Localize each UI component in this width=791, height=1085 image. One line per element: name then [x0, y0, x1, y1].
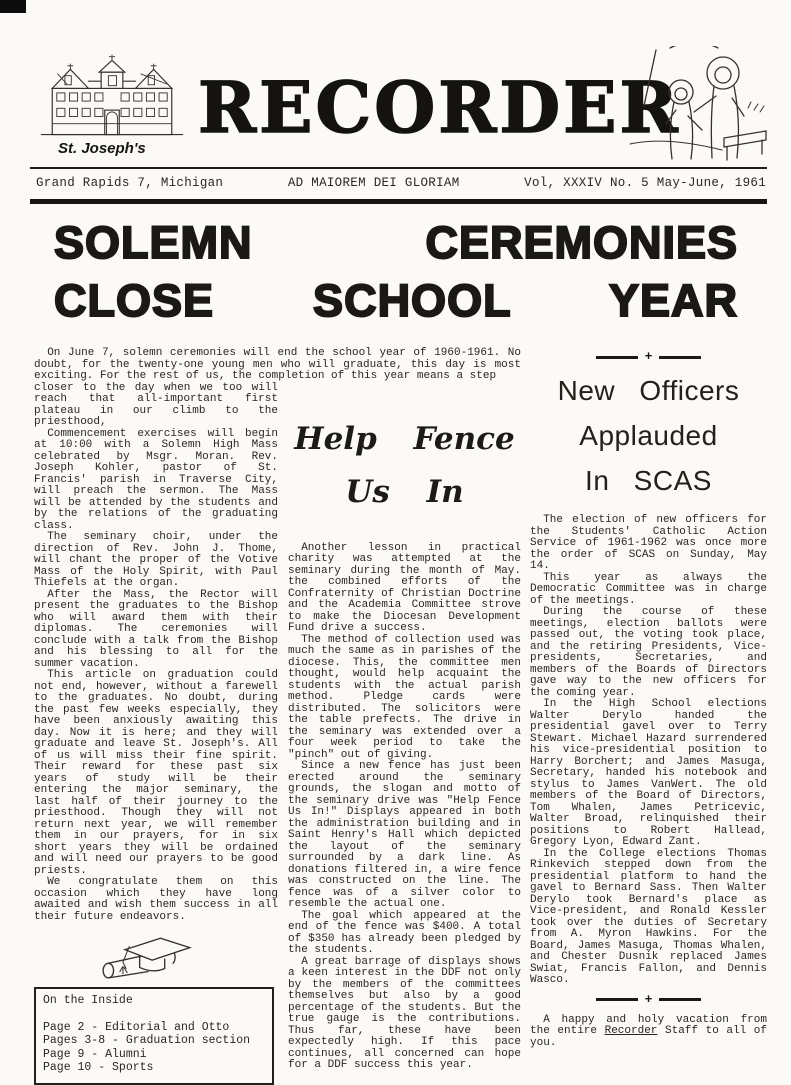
headline-line-2: CLOSE SCHOOL YEAR	[54, 275, 738, 326]
lead-paragraph: This article on graduation could not end, however, without a farewell to the graduates. No doubt, during the past few weeks especially, they have been anxiously awaiting this day. Now it is here; and they will graduate and leave St. Joseph's. All of us will miss their fine spirit. Their reward for these past six years of study will be their entering the major seminary, the last half of their journey to the priesthood. Though they will not return next year, we will remember them in our prayers, for in six short years they will be ordained and will need our prayers to be good priests.	[34, 669, 278, 877]
paper-title: RECORDER	[198, 66, 681, 149]
scas-paragraph: In the High School elections Walter Derylo handed the presidential gavel over to Terry Stewart. Michael Hazard surrendered his vice-presidential position to Harry Borchert; and James Masuga, Secretary, handed his notebook and stylus to James VanWert. The old members of the Board of Directors, Tom Whalen, James Petricevic, Walter Broad, relinquished their positions to Robert Hallead, Gregory Lyon, Edward Zant.	[530, 698, 767, 848]
closing-note	[530, 1015, 767, 1050]
fence-paragraph: Since a new fence has just been erected around the seminary grounds, the slogan and motto of the seminary drive was "Help Fence Us In!" Displays appeared in both the administration building and in Saint Henry's Hall which depicted the layout of the seminary surrounded by a dark line. As donations filtered in, a wire fence was constructed on the line. The fence was of a silver color to resemble the actual one.	[288, 760, 521, 910]
divider-bar	[596, 998, 638, 1001]
lead-paragraph: After the Mass, the Rector will present the graduates to the Bishop who will award them with their diplomas. The ceremonies will conclude with a talk from the Bishop and his blessing to all for the summer vacation.	[34, 588, 278, 670]
dateline-city: Grand Rapids 7, Michigan	[36, 176, 224, 190]
fence-title-line-2: Us In	[345, 473, 464, 510]
inside-box-item: Page 10 - Sports	[43, 1061, 154, 1074]
headline-rule	[30, 199, 767, 204]
lead-paragraph: We congratulate them on this occasion which they have long awaited and wish them success in all their future endeavors.	[34, 876, 278, 923]
lead-paragraph: closer to the day when we too will reach that all-important first plateau in our climb to the priesthood,	[34, 381, 278, 428]
column-right	[530, 348, 767, 1085]
lead-paragraph: The seminary choir, under the direction of Rev. John J. Thome, will chant the proper of the Votive Mass of the Holy Spirit, with Paul Thiefels at the organ.	[34, 531, 278, 589]
scas-title-line-3: In SCAS	[585, 465, 712, 496]
scas-article-title	[530, 368, 767, 503]
inside-box-item: Page 9 - Alumni	[43, 1047, 147, 1061]
st-joseph-carpenter-illustration	[626, 46, 770, 166]
inside-index-box	[34, 987, 274, 1085]
closing-note-recorder: Recorder	[604, 1025, 658, 1037]
dateline-volume: Vol, XXXIV No. 5 May-June, 1961	[524, 176, 766, 190]
fence-paragraph: Another lesson in practical charity was attempted at the seminary during the month of May. the combined efforts of the Confraternity of Christian Doctrine and the Academia Committee strove to make the Diocesan Development Fund drive a success.	[288, 541, 521, 634]
cross-divider	[530, 991, 767, 1007]
lead-article-intro: On June 7, solemn ceremonies will end the school year of 1960-1961. No doubt, for the twenty-one young men who will graduate, this day is most exciting. For the rest of us, the completion of this year means a step	[34, 347, 521, 382]
st-josephs-building-illustration	[36, 54, 188, 140]
scas-title-line-2: Applauded	[579, 420, 718, 451]
fence-title-line-1: Help Fence	[294, 420, 515, 457]
scas-paragraph: This year as always the Democratic Committee was in charge of the meetings.	[530, 571, 767, 607]
main-headline	[54, 214, 738, 330]
graduation-cap-diploma-illustration	[92, 933, 204, 981]
inside-box-item: Page 2 - Editorial and Otto	[43, 1020, 230, 1034]
closing-note-text: Staff to all of you.	[530, 1025, 767, 1049]
dateline-motto: AD MAIOREM DEI GLORIAM	[287, 176, 460, 190]
divider-bar	[596, 356, 638, 359]
inside-box-title: On the Inside	[43, 994, 133, 1007]
masthead-rule	[30, 167, 767, 169]
building-caption: St. Joseph's	[58, 140, 146, 157]
fence-paragraph: A great barrage of displays shows a keen interest in the DDF not only by the members of the committees themselves but also by a good percentage of the students. But the true gauge is the contributions. Thus far, these have been expectedly high. If this pace continues, all concerned can hope for a DDF success this year.	[288, 955, 521, 1071]
inside-box-item: Pages 3-8 - Graduation section	[43, 1034, 251, 1047]
column-left	[34, 383, 278, 1085]
cross-divider	[530, 349, 767, 364]
divider-plus: +	[644, 991, 653, 1007]
scas-title-line-1: New Officers	[557, 375, 740, 406]
divider-bar	[659, 356, 701, 359]
scas-paragraph: During the course of these meetings, election ballots were passed out, the voting took place, and the retiring Presidents, Vice-presidents, Secretaries, and members of the Boards of Directors gave way to the new officers for the coming year.	[530, 606, 767, 699]
dateline	[36, 176, 766, 190]
fence-article-title	[288, 413, 521, 519]
scan-corner-artifact	[0, 0, 26, 13]
divider-plus: +	[644, 349, 653, 364]
scas-paragraph: In the College elections Thomas Rinkevich stepped down from the presidential platform to hand the gavel to Bernard Sass. Then Walter Derylo took Bernard's place as Vice-president, and Ronald Kessler took over the duties of Secretary from A. Myron Hawkins. For the Board, James Masuga, Thomas Whalen, and Chester Dusnik replaced James Swiat, Francis Fallon, and Dennis Wasco.	[530, 847, 767, 986]
divider-bar	[659, 998, 701, 1001]
page-body	[34, 348, 767, 1085]
fence-paragraph: The goal which appeared at the end of the fence was $400. A total of $350 has already been pledged by the students.	[288, 909, 521, 956]
headline-line-1: SOLEMN CEREMONIES	[54, 217, 738, 268]
closing-note-text: A happy and holy vacation from the entire	[530, 1013, 767, 1037]
scas-paragraph: The election of new officers for the Students' Catholic Action Service of 1961-1962 was once more the order of SCAS on Sunday, May 14.	[530, 514, 767, 572]
fence-paragraph: The method of collection used was much the same as in parishes of the diocese. This, the committee men thought, would help acquaint the students with the actual parish method. Pledge cards were distributed. The solicitors were the table prefects. The drive in the seminary was extended over a four week period to take the "pinch" out of giving.	[288, 633, 521, 761]
column-middle	[288, 383, 521, 1085]
lead-paragraph: Commencement exercises will begin at 10:00 with a Solemn High Mass celebrated by Msgr. Moran. Rev. Joseph Kohler, pastor of St. Francis' parish in Traverse City, will preach the sermon. The Mass will be attended by the students and by the relations of the graduating class.	[34, 427, 278, 532]
